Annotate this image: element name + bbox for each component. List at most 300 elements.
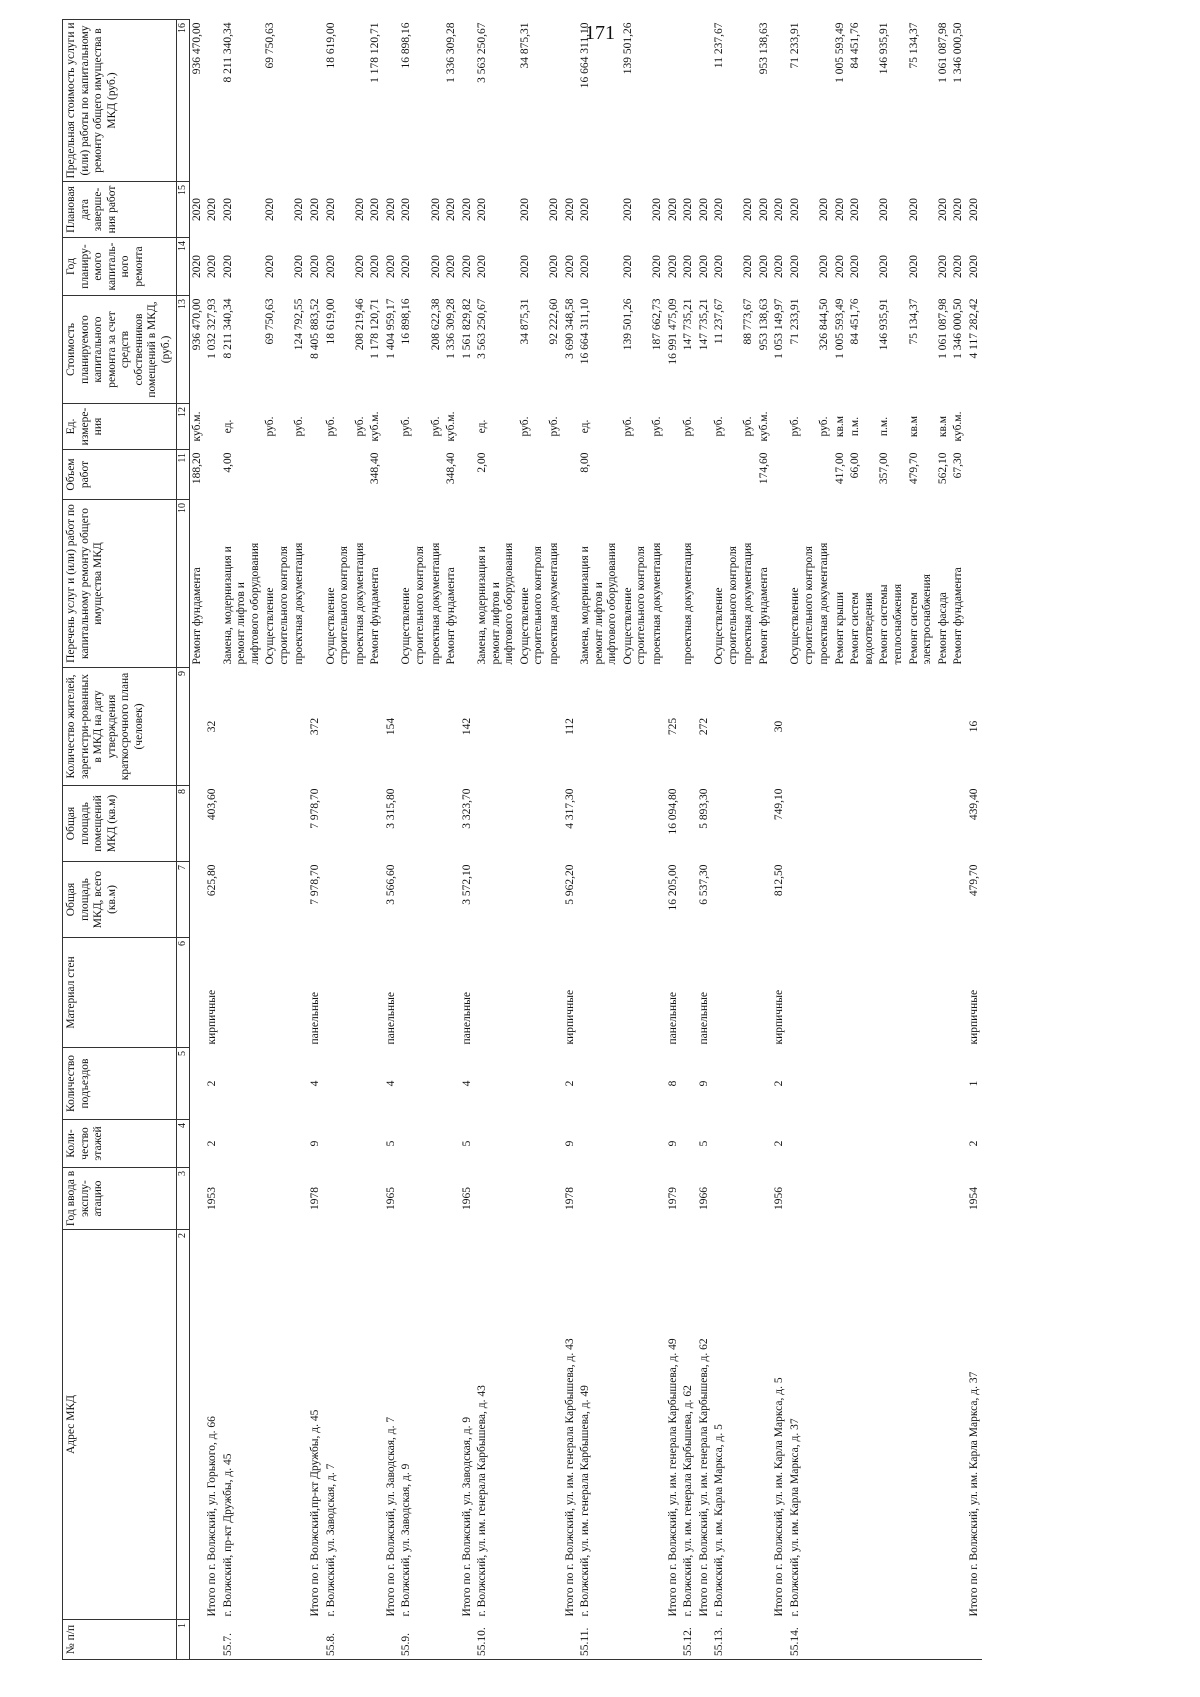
- work-volume-cell: [384, 450, 400, 500]
- work-type-line: ремонт лифтов и: [592, 582, 605, 665]
- unit-cell: [308, 404, 324, 450]
- premises-area-cell: [324, 786, 353, 862]
- address-cell: Итого по г. Волжский, ул. Заводская, д. 7: [384, 1416, 397, 1617]
- floors-cell: [353, 1120, 369, 1168]
- residents-cell: [621, 668, 650, 786]
- wall-material-cell: [848, 938, 877, 1048]
- max-cost-cell: [460, 20, 476, 182]
- residents-cell: [324, 668, 353, 786]
- repair-year-cell: 2020: [773, 255, 786, 278]
- unit-cell: куб.м.: [369, 411, 382, 442]
- max-cost-cell: [563, 20, 579, 182]
- completion-date-cell: 2020: [221, 198, 234, 221]
- column-header-5: Количество подъездов: [63, 1048, 177, 1120]
- max-cost-cell: 18 619,00: [324, 22, 337, 69]
- residents-cell: [429, 668, 445, 786]
- max-cost-cell: [772, 20, 788, 182]
- residents-cell: [951, 668, 967, 786]
- premises-area-cell: [757, 786, 773, 862]
- wall-material-cell: панельные: [309, 992, 321, 1045]
- repair-cost-cell: 208 219,46: [353, 298, 366, 351]
- year-built-cell: 1956: [773, 1187, 786, 1210]
- residents-cell: [833, 668, 849, 786]
- floors-cell: [444, 1120, 460, 1168]
- repair-year-cell: 2020: [650, 255, 663, 278]
- column-number-13: 13: [176, 296, 189, 404]
- row-number-cell: [518, 1620, 547, 1660]
- total-area-cell: [547, 862, 563, 938]
- premises-area-cell: [833, 786, 849, 862]
- repair-cost-cell: 4 117 282,42: [967, 298, 980, 359]
- entrances-cell: [368, 1048, 384, 1120]
- work-volume-cell: [563, 450, 579, 500]
- repair-year-cell: 2020: [621, 255, 634, 278]
- year-built-cell: [189, 1168, 205, 1230]
- table-body: [189, 20, 982, 1660]
- premises-area-cell: [221, 786, 264, 862]
- work-type-cell: [475, 500, 518, 668]
- year-built-cell: [788, 1168, 817, 1230]
- work-volume-cell: 4,00: [221, 452, 234, 473]
- total-area-cell: 16 205,00: [666, 864, 679, 911]
- floors-cell: [907, 1120, 936, 1168]
- entrances-cell: [741, 1048, 757, 1120]
- premises-area-cell: [877, 786, 906, 862]
- wall-material-cell: [189, 938, 205, 1048]
- work-type-line: Осуществление: [621, 587, 634, 665]
- year-built-cell: [547, 1168, 563, 1230]
- work-type-cell: [967, 500, 983, 668]
- page-number: 171: [585, 22, 615, 44]
- floors-cell: 2: [773, 1140, 786, 1147]
- max-cost-cell: [547, 20, 563, 182]
- unit-cell: руб.: [713, 416, 726, 437]
- header-row: [63, 20, 177, 1660]
- repair-cost-cell: 1 053 149,97: [773, 298, 786, 359]
- work-type-cell: [384, 500, 400, 668]
- premises-area-cell: [263, 786, 292, 862]
- repair-year-cell: 2020: [579, 255, 592, 278]
- wall-material-cell: [324, 938, 353, 1048]
- work-type-cell: [518, 500, 547, 668]
- year-built-cell: [324, 1168, 353, 1230]
- repair-year-cell: 2020: [563, 255, 576, 278]
- max-cost-cell: [741, 20, 757, 182]
- entrances-cell: [833, 1048, 849, 1120]
- entrances-cell: [788, 1048, 817, 1120]
- column-number-12: 12: [176, 404, 189, 450]
- table-row: [444, 20, 460, 1660]
- wall-material-cell: [907, 938, 936, 1048]
- wall-material-cell: [741, 938, 757, 1048]
- row-number-cell: [936, 1620, 952, 1660]
- floors-cell: [547, 1120, 563, 1168]
- column-header-8: Общая площадь помещений МКД (кв.м): [63, 786, 177, 862]
- residents-cell: [757, 668, 773, 786]
- address-cell: [429, 1230, 445, 1620]
- year-built-cell: [621, 1168, 650, 1230]
- work-type-line: проектная документация: [429, 542, 442, 665]
- entrances-cell: 4: [384, 1080, 397, 1087]
- repair-cost-cell: 326 844,50: [818, 298, 831, 351]
- floors-cell: [621, 1120, 650, 1168]
- table-row: [741, 20, 757, 1660]
- work-volume-cell: 174,60: [757, 452, 770, 485]
- completion-date-cell: 2020: [967, 198, 980, 221]
- wall-material-cell: панельные: [697, 992, 710, 1045]
- entrances-cell: [650, 1048, 666, 1120]
- column-header-13: Стоимость планируемого капитального ремонта за счет средств собственников помещений в МКД, (руб.): [63, 296, 177, 404]
- repair-year-cell: 2020: [221, 255, 234, 278]
- work-type-cell: [833, 500, 849, 668]
- row-number-cell: [547, 1620, 563, 1660]
- wall-material-cell: [650, 938, 666, 1048]
- table-row: [848, 20, 877, 1660]
- year-built-cell: [877, 1168, 906, 1230]
- wall-material-cell: [221, 938, 264, 1048]
- repair-cost-cell: 1 561 829,82: [460, 298, 473, 359]
- floors-cell: [848, 1120, 877, 1168]
- completion-date-cell: 2020: [264, 198, 277, 221]
- residents-cell: [189, 668, 205, 786]
- unit-cell: [460, 404, 476, 450]
- max-cost-cell: [384, 20, 400, 182]
- repair-cost-cell: 1 346 000,50: [952, 298, 965, 359]
- total-area-cell: [951, 862, 967, 938]
- year-built-cell: 1953: [206, 1187, 219, 1210]
- wall-material-cell: кирпичные: [773, 989, 786, 1045]
- work-type-line: проектная документация: [650, 542, 663, 665]
- work-type-line: проектная документация: [682, 542, 695, 665]
- wall-material-cell: [757, 938, 773, 1048]
- max-cost-cell: [429, 20, 445, 182]
- table-row: [324, 20, 353, 1660]
- unit-cell: руб.: [789, 416, 801, 437]
- unit-cell: [697, 404, 713, 450]
- completion-date-cell: 2020: [293, 198, 306, 221]
- work-type-cell: [757, 500, 773, 668]
- premises-area-cell: [429, 786, 445, 862]
- wall-material-cell: [936, 938, 952, 1048]
- column-number-6: 6: [176, 938, 189, 1048]
- repair-year-cell: 2020: [548, 255, 560, 278]
- max-cost-cell: [967, 20, 983, 182]
- repair-cost-cell: 16 991 475,09: [666, 298, 679, 365]
- max-cost-cell: 84 451,76: [849, 22, 862, 69]
- work-type-line: строительного контроля: [338, 546, 351, 665]
- floors-cell: [681, 1120, 697, 1168]
- column-number-2: 2: [176, 1230, 189, 1620]
- total-row: [460, 20, 476, 1660]
- repair-year-cell: 2020: [518, 255, 531, 278]
- year-built-cell: [833, 1168, 849, 1230]
- total-area-cell: 3 572,10: [460, 864, 473, 905]
- work-type-cell: [324, 500, 353, 668]
- repair-cost-cell: 71 233,91: [789, 298, 801, 345]
- repair-year-cell: 2020: [849, 255, 862, 278]
- wall-material-cell: панельные: [384, 992, 397, 1045]
- repair-cost-cell: 1 178 120,71: [369, 298, 382, 359]
- work-type-line: проектная документация: [818, 542, 831, 665]
- work-type-line: проектная документация: [548, 542, 560, 665]
- table-row: [650, 20, 666, 1660]
- work-type-cell: [877, 500, 906, 668]
- wall-material-cell: [951, 938, 967, 1048]
- work-type-cell: [353, 500, 369, 668]
- address-cell: Итого по г. Волжский,пр-кт Дружбы, д. 45: [309, 1409, 321, 1617]
- premises-area-cell: [817, 786, 833, 862]
- table-row: [788, 20, 817, 1660]
- floors-cell: 9: [563, 1140, 576, 1147]
- entrances-cell: [848, 1048, 877, 1120]
- residents-cell: [263, 668, 292, 786]
- premises-area-cell: [621, 786, 650, 862]
- address-cell: г. Волжский, ул. им. генерала Карбышева, д. 62: [682, 1385, 695, 1617]
- max-cost-cell: [205, 20, 221, 182]
- completion-date-cell: 2020: [621, 198, 634, 221]
- premises-area-cell: [951, 786, 967, 862]
- wall-material-cell: [833, 938, 849, 1048]
- repair-cost-cell: 16 664 311,10: [579, 298, 592, 365]
- work-type-cell: [848, 500, 877, 668]
- table-row: [712, 20, 741, 1660]
- work-type-line: проектная документация: [353, 542, 366, 665]
- total-area-cell: [848, 862, 877, 938]
- unit-cell: ед.: [579, 419, 592, 434]
- max-cost-cell: 1 336 309,28: [445, 22, 458, 83]
- completion-date-cell: 2020: [666, 198, 679, 221]
- floors-cell: [936, 1120, 952, 1168]
- floors-cell: [221, 1120, 264, 1168]
- work-type-line: Осуществление: [400, 587, 413, 665]
- max-cost-cell: [697, 20, 713, 182]
- year-built-cell: [848, 1168, 877, 1230]
- year-built-cell: 1954: [967, 1187, 980, 1210]
- work-type-cell: [788, 500, 817, 668]
- total-area-cell: [353, 862, 369, 938]
- column-header-16: Предельная стоимость услуги и (или) работы по капитальному ремонту общего имущества в МКД (руб.): [63, 20, 177, 182]
- column-header-15: Плановая дата заверше-ния работ: [63, 182, 177, 238]
- year-built-cell: 1966: [697, 1187, 710, 1210]
- total-area-cell: [788, 862, 817, 938]
- year-built-cell: 1978: [309, 1187, 321, 1210]
- year-built-cell: [578, 1168, 621, 1230]
- repair-year-cell: 2020: [833, 255, 846, 278]
- completion-date-cell: 2020: [650, 198, 663, 221]
- max-cost-cell: [817, 20, 833, 182]
- work-type-cell: [399, 500, 428, 668]
- work-volume-cell: [518, 450, 547, 500]
- column-header-3: Год ввода в эксплу-атацию: [63, 1168, 177, 1230]
- premises-area-cell: [848, 786, 877, 862]
- work-volume-cell: [205, 450, 221, 500]
- total-area-cell: [833, 862, 849, 938]
- row-number-cell: 55.14.: [789, 1627, 801, 1656]
- premises-area-cell: [444, 786, 460, 862]
- premises-area-cell: [741, 786, 757, 862]
- unit-cell: [563, 404, 579, 450]
- work-volume-cell: [741, 450, 757, 500]
- work-volume-cell: [324, 450, 353, 500]
- column-header-11: Объем работ: [63, 450, 177, 500]
- residents-cell: [877, 668, 906, 786]
- repair-year-cell: 2020: [742, 255, 755, 278]
- max-cost-cell: 3 563 250,67: [476, 22, 489, 83]
- unit-cell: куб.м.: [757, 411, 770, 442]
- table-row: [578, 20, 621, 1660]
- residents-cell: 372: [309, 717, 321, 736]
- work-type-cell: [697, 500, 713, 668]
- residents-cell: 154: [384, 717, 397, 736]
- year-built-cell: [650, 1168, 666, 1230]
- address-cell: г. Волжский, ул. им. Карла Маркса, д. 37: [789, 1418, 801, 1617]
- repair-year-cell: 2020: [476, 255, 489, 278]
- residents-cell: [848, 668, 877, 786]
- residents-cell: [788, 668, 817, 786]
- row-number-cell: 55.12.: [682, 1627, 695, 1656]
- work-volume-cell: 562,10: [936, 452, 949, 485]
- completion-date-cell: 2020: [548, 198, 560, 221]
- entrances-cell: 8: [666, 1080, 679, 1087]
- work-type-cell: [221, 500, 264, 668]
- work-type-line: Ремонт фундамента: [757, 567, 770, 665]
- row-number-cell: [848, 1620, 877, 1660]
- work-volume-cell: [681, 450, 697, 500]
- work-volume-cell: [666, 450, 682, 500]
- column-header-4: Коли-чество этажей: [63, 1120, 177, 1168]
- repair-year-cell: 2020: [206, 255, 219, 278]
- total-area-cell: [741, 862, 757, 938]
- entrances-cell: [353, 1048, 369, 1120]
- row-number-cell: [967, 1620, 983, 1660]
- column-number-8: 8: [176, 786, 189, 862]
- year-built-cell: [444, 1168, 460, 1230]
- premises-area-cell: [788, 786, 817, 862]
- repair-cost-cell: 18 619,00: [324, 298, 337, 345]
- total-area-cell: [475, 862, 518, 938]
- residents-cell: 112: [563, 718, 576, 735]
- premises-area-cell: 5 893,30: [697, 788, 710, 829]
- work-type-line: строительного контроля: [532, 546, 545, 665]
- column-number-1: 1: [176, 1620, 189, 1660]
- wall-material-cell: кирпичные: [967, 989, 980, 1045]
- work-type-cell: [429, 500, 445, 668]
- entrances-cell: [578, 1048, 621, 1120]
- year-built-cell: [399, 1168, 428, 1230]
- row-number-cell: [384, 1620, 400, 1660]
- work-volume-cell: 67,30: [952, 452, 965, 479]
- work-type-line: Осуществление: [518, 587, 531, 665]
- work-volume-cell: [650, 450, 666, 500]
- total-area-cell: 7 978,70: [309, 864, 321, 905]
- wall-material-cell: [621, 938, 650, 1048]
- wall-material-cell: [547, 938, 563, 1048]
- row-number-cell: [353, 1620, 369, 1660]
- address-cell: [907, 1230, 936, 1620]
- repair-cost-cell: 75 134,37: [907, 298, 920, 345]
- entrances-cell: [712, 1048, 741, 1120]
- address-cell: Итого по г. Волжский, ул. им. генерала Карбышева, д. 62: [697, 1338, 710, 1617]
- work-type-line: Замена, модернизация и: [221, 546, 234, 665]
- unit-cell: ед.: [476, 419, 489, 434]
- table-row: [221, 20, 264, 1660]
- completion-date-cell: 2020: [952, 198, 965, 221]
- max-cost-cell: 1 061 087,98: [936, 22, 949, 83]
- residents-cell: [475, 668, 518, 786]
- column-number-4: 4: [176, 1120, 189, 1168]
- row-number-cell: [741, 1620, 757, 1660]
- wall-material-cell: [817, 938, 833, 1048]
- max-cost-cell: [666, 20, 682, 182]
- max-cost-cell: [292, 20, 308, 182]
- premises-area-cell: [189, 786, 205, 862]
- floors-cell: [399, 1120, 428, 1168]
- table-row: [951, 20, 967, 1660]
- column-number-row: [176, 20, 189, 1660]
- row-number-cell: 55.9.: [400, 1633, 413, 1656]
- wall-material-cell: кирпичные: [206, 989, 219, 1045]
- completion-date-cell: 2020: [682, 198, 695, 221]
- year-built-cell: [936, 1168, 952, 1230]
- work-type-cell: [205, 500, 221, 668]
- floors-cell: [189, 1120, 205, 1168]
- column-header-10: Перечень услуг и (или) работ по капитальному ремонту общего имущества МКД: [63, 500, 177, 668]
- max-cost-cell: 34 875,31: [518, 22, 531, 69]
- floors-cell: [951, 1120, 967, 1168]
- completion-date-cell: 2020: [309, 198, 321, 221]
- table-row: [475, 20, 518, 1660]
- row-number-cell: 55.13.: [713, 1627, 726, 1656]
- address-cell: [650, 1230, 666, 1620]
- work-volume-cell: 479,70: [907, 452, 920, 485]
- floors-cell: 5: [460, 1140, 473, 1147]
- max-cost-cell: 71 233,91: [789, 22, 801, 69]
- year-built-cell: [429, 1168, 445, 1230]
- completion-date-cell: 2020: [742, 198, 755, 221]
- residents-cell: 725: [666, 717, 679, 736]
- work-type-cell: [368, 500, 384, 668]
- work-type-cell: [907, 500, 936, 668]
- repair-cost-cell: 147 735,21: [682, 298, 695, 351]
- work-type-line: Ремонт системы: [878, 584, 891, 665]
- total-area-cell: [578, 862, 621, 938]
- premises-area-cell: [578, 786, 621, 862]
- completion-date-cell: 2020: [697, 198, 710, 221]
- completion-date-cell: 2020: [818, 198, 831, 221]
- floors-cell: [712, 1120, 741, 1168]
- address-cell: [833, 1230, 849, 1620]
- row-number-cell: [444, 1620, 460, 1660]
- row-number-cell: [877, 1620, 906, 1660]
- repair-cost-cell: 124 792,55: [293, 298, 306, 351]
- premises-area-cell: 749,10: [773, 788, 786, 821]
- row-number-cell: [951, 1620, 967, 1660]
- work-volume-cell: 348,40: [445, 452, 458, 485]
- floors-cell: 5: [384, 1140, 397, 1147]
- floors-cell: [833, 1120, 849, 1168]
- premises-area-cell: [475, 786, 518, 862]
- completion-date-cell: 2020: [713, 198, 726, 221]
- row-number-cell: [666, 1620, 682, 1660]
- column-number-11: 11: [176, 450, 189, 500]
- completion-date-cell: 2020: [789, 198, 801, 221]
- entrances-cell: [817, 1048, 833, 1120]
- completion-date-cell: 2020: [400, 198, 413, 221]
- entrances-cell: 2: [206, 1080, 219, 1087]
- repair-year-cell: 2020: [818, 255, 831, 278]
- unit-cell: п.м.: [878, 416, 891, 437]
- total-area-cell: 5 962,20: [563, 864, 576, 905]
